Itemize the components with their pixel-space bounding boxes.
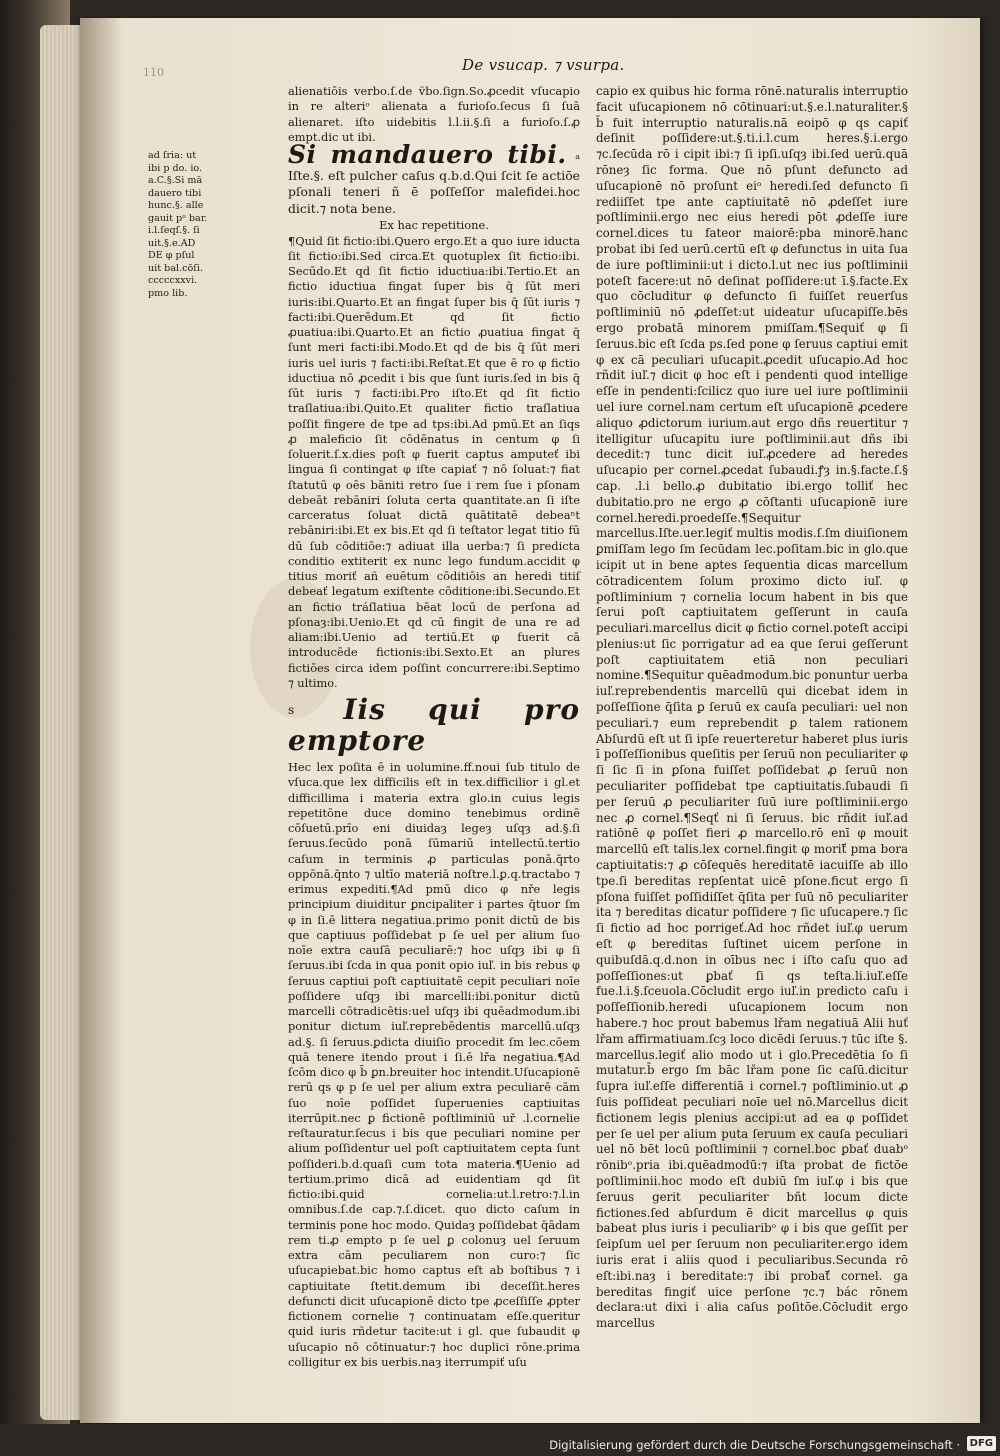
- gutter-shadow: [80, 18, 120, 1423]
- running-head: De vsucap. ⁊ vsurpa.: [462, 56, 625, 74]
- signature-mark: s: [288, 703, 295, 718]
- marginal-note-line: dauero tibi: [148, 187, 202, 199]
- folio-number: 110: [143, 66, 164, 79]
- section-title-line: [288, 694, 580, 756]
- intro-paragraph: alienatiōis verbo.ſ.de ṽbo.ſign.So.ꝓcedit vſucapio in re alteriᵒ alienata a furioſo.ſecus ſi ſuā alienaret. iſto uidebitis l.l.ii.§.ſi a furioſo.ſ.ꝓ empt.dic ut ibi.: [288, 84, 580, 144]
- marginal-note-line: pmo lib.: [148, 287, 188, 299]
- marginal-note-line: hunc.§. alle: [148, 200, 204, 211]
- rubric-block: [288, 140, 580, 217]
- footer-credit: Digitalisierung gefördert durch die Deutsche Forschungsgemeinschaft ·: [549, 1438, 960, 1452]
- dfg-logo: DFG: [967, 1436, 996, 1451]
- main-commentary: Hec lex poſita ē in uolumine.ff.noui ſub titulo de vſuca.que lex difficilis eſt in tex.difficilior i gl.et difficillima i materia extra glo.in cuius legis repetitōne duce domino tenebimus ordinē cōſuetū.prīo eni diuidaȝ legeȝ uſqȝ ad.§.ſi ſeruus.ſecūdo ponā ſūmariū intellectū.tertio caſum in terminis ꝓ particulas ponā.q̄rto oppōnā.q̄nto ⁊ ultīo materiā noſtre.l.ꝑ.q.tractabo ⁊ erimus expediti.¶Ad pmū dico φ nře legis principium diuiditur ꝑncipaliter i partes q̄tuor ſm φ in ſi.ē littera negatiua.primo ponit dictū de bis que captiuus poſſidebat p ſe uel per alium ſuo noīe extra cauſā peculiarē:⁊ hoc uſqȝ ibi φ ſi ſeruus.ibi ſcda in qua ponit opio iuľ. in bis rebus φ ſeruus captiui poſt captiuitatē cepit peculiari noīe poſſidere uſqȝ ibi marcelli:ibi.ponitur dictū marcelli cōtradicētis:uel uſqȝ ibi quēadmodum.ibi ponitur dictum iuľ.reprebēdentis marcellū.uſqȝ ad.§. ſi ſeruus.ꝑdicta diuiſio procedit ſm lec.cōem quā tenere itendo prout i ſi.ē lřa negatiua.¶Ad ſcōm dico φ b̄ ꝑn.breuiter hoc intendit.Uſucapionē rerū qs φ p ſe uel per alium extra peculiarē cām ſuo noīe poſſidet ſuperuenies captiuitas iterrūpit.nec ꝑ fictionē poſtliminiū uř .l.cornelie reſtauratur.ſecus i bis que peculiari nomine per alium poſſidentur uel poſt captiuitatem cepta ſunt poſſideri.b.d.quaſi cum tota materia.¶Uenio ad tertium.primo dicā ad euidentiam qd ſit fictio:ibi.quid cornelia:ut.l.retro:⁊.l.in omnibus.ſ.de cap.⁊.ſ.dicet. quo dicto caſum in terminis pone hoc modo. Quidaȝ poſſidebat q̄ādam rem ti.ꝓ empto p ſe uel ꝑ colonuȝ uel ſeruum extra cām peculiarem non curo:⁊ ſic uſucapiebat.bic homo captus eſt ab boſtibus ⁊ i captiuitate ſtetit.demum ibi deceſſit.heres defuncti dicit uſucapionē dicto tpe ꝓceſſiſſe ꝓpter fictionem cornelie ⁊ continuatam eſſe.queritur quid iuris rñdetur tacite:ut i gl. que ſubaudit φ uſucapio nō cōtinuatur:⁊ hoc duplici rōne.prima colligitur ex bis uerbis.naȝ iterrumpiť uſu: [288, 760, 581, 1369]
- marginal-note: [148, 150, 206, 300]
- marginal-note-line: gauit pᵒ bar.: [148, 212, 208, 224]
- questions-paragraph: ¶Quid ſit fictio:ibi.Quero ergo.Et a quo iure iducta ſit fictio:ibi.Sed circa.Et quotuplex ſit fictio:ibi. Secūdo.Et qd ſit fictio iductiua:ibi.Tertio.Et an fictio iductiua fingat ſuper bis q̄ ſūt meri iuris:ibi.Quarto.Et an fingat ſuper bis q̄ ſūt iuris ⁊ facti:ibi.Querēdum.Et qd ſit fictio ꝓuatiua:ibi.Quarto.Et an fictio ꝓuatiua fingat q̄ ſunt meri facti:ibi.Modo.Et qd de bis q̄ ſūt meri iuris uel iuris ⁊ facti:ibi.Reſtat.Et que ē ro φ fictio iductiua nō ꝓcedit i bis que ſunt iuris.ſed in bis q̄ ſūt iuris ⁊ facti:ibi.Pro iſto.Et qd ſit fictio traſlatiua:ibi.Quito.Et qualiter fictio traſlatiua poſſit fingere de tpe ad tps:ibi.Ad pmū.Et an ſiqs ꝓ maleficio ſit cōdēnatus in centum φ ſi ſoluerit.ſ.x.dies poſt φ fuerit captus amputeť ibi lingua ſi contingat φ iſte capiať ⁊ nō ſoluat:⁊ fiat ſtatutū φ oēs bāniti retro ſue i rem ſue i pſonam debeāt rebāniri ſoluta certa quantitate.an ſi iſte carceratus ſoluat dictā quātitatē debeaⁿt rebāniri:ibi.Et ex bis.Et qd ſi teſtator legat titio fū dū ſub cōditiōe:⁊ adiuat illa uerba:⁊ ſi predicta conditio extiterit ex nunc lego fundum.accidit φ titius moriť añ euētum cōditiōis an heredi titiſ debeať legatum exiſtente cōditione:ibi.Secundo.Et an fictio tráſlatiua bēat locū de perſona ad pſonaȝ:ibi.Uenio.Et qd cū fingit de una re ad aliam:ibi.Uenio ad tertiū.Et φ fuerit cā introducēde fictionis:ibi.Sexto.Et an plures fictiōes circa idem poſſint concurrere:ibi.Septimo ⁊ ultimo.: [288, 233, 580, 690]
- text-column-left: [288, 84, 580, 1370]
- section-title: Iis qui pro emptore: [288, 693, 580, 758]
- marginal-note-line: DE φ pſul: [148, 250, 195, 261]
- right-commentary: capio ex quibus hic forma rōnē.naturalis interruptio facit uſucapionem nō cōtinuari:ut.§.e.l.naturaliter.§ b̄ fuit interruptio naturalis.nā eoipō φ qs capiť deſinit poſſidere:ut.§.ti.i.l.cum heres.§.i.ergo ⁊c.ſecūda rō i cipit ibi:⁊ ſi ipſi.uſqȝ ibi.ſed uerū.quā rōneȝ ſic forma. Que nō pſunt defuncto ad uſucapionē nō proſunt eiᵒ heredi.ſed defuncto ſi rediiſſet tpe ante captiuitatē nō ꝓdeſſet iure poſtliminii.ergo nec eius heredi pōt ꝓdeſſe iure cornel.dices tu fateor maiorē:pba minorē.hanc probat ibi ſed uerū.certū eſt φ defunctus in uita ſua de iure poſtliminii:ut i dicto.l.ut nec ius poſtliminii poteſt facere:ut nō deſinat poſſidere:ut ī.§.facte.Ex quo cōcluditur φ defuncto ſi fuiſſet reuerſus poſtliminiū nō ꝓdeſſet:ut uideatur uſucapiſſe.bēs ergo probatā minorem pmiſſam.¶Sequiť φ ſi ſeruus.bic eſt ſcda ps.ſed pone φ ſeruus captiui emit φ ex cā peculiari uſucapit.ꝓcedit uſucapio.Ad hoc rñdit iuľ.⁊ dicit φ hoc eſt i pendenti quod intellige eſſe in pendenti:ſcilicz quo iure uel iure poſtliminii uel iure cornel.nam certum eſt uſucapionē ꝓcedere aliquo ꝓdictorum iurium.aut ergo dñs reuertitur ⁊ itelligitur uſucapitu iure poſtliminii.aut dñs ibi decedit:⁊ tunc dicit iuľ.ꝓcedere ad heredes uſucapio per cornel.ꝓcedat ſubaudi.ꝭȝ in.§.facte.ſ.§ cap. .l.i bello.ꝓ dubitatio ibi.ergo tolliť hec dubitatio.pro ne ergo ꝓ cōſtanti uſucapionē iure cornel.heredi.proedeſſe.¶Sequitur marcellus.Iſte.uer.legiť multis modis.ſ.ſm diuiſionem ꝑmiſſam lego ſm ſecūdam lec.poſitam.bic in glo.que icipit ut in bene aptes ſequentia dicas marcellum cōtradicentem ſolum proximo dicto iuľ. φ poſtliminium ⁊ cornelia locum habent in bis que ſerui poſt captiuitatem geſſerunt in cauſa peculiari.marcellus dicit φ fictio cornel.poteſt accipi plenius:ut ſic porrigatur ad ea que ſerui geſſerunt poſt captiuitatem etiā non peculiari nomine.¶Sequitur quēadmodum.bic ponuntur uerba iuľ.reprebendentis marcellū qui dicebat idem in poſſeſſione q̄ſita ꝑ ſeruū ex cauſa peculiari: uel non peculiari.⁊ eum reprebendit ꝑ talem rationem Abſurdū eſt ut ſi ipſe reuerteretur haberet plus iuris ī poſſeſſionibus queſitis per ſeruū non peculiariter φ ſi ſic ſi in ꝑſona fuiſſet poſſidebat ꝓ ſeruū non peculiariter poſſidebat tpe captiuitatis.ſubaudi ſi per ſeruū ꝓ peculiariter ſuū iure poſtliminii.ergo nec ꝓ cornel.¶Seqť ni ſi ſeruus. bic rñdit iuľ.ad ratiōnē φ poſſet fieri ꝓ marcello.rō enī φ mouit marcellū eſt talis.lex cornel.fingit φ moriť̄ pma bora captiuitatis:⁊ ꝓ cōſequēs hereditatē iacuiſſe ab illo tpe.ſi bereditas repſentat uicē pſone.ficut ergo ſi pſona fuiſſet poſſidiſſet q̄ſita per ſuū nō peculiariter ita ⁊ bereditas dicatur poſſidere ⁊ ſic uſucapere.⁊ ſic ſi fictio ad hoc porrigeť.Ad hoc rñdet iuľ.φ uerum eſt φ bereditas ſuſtinet uicem perſone in quibuſdā.q.d.non in oībus nec i iſto caſu quo ad poſſeſſiones:ut ꝑbať ſi qs teſta.li.iuľ.eſſe fue.l.i.§.ſceuola.Cōcludit ergo iuľ.in predicto caſu i poſſeſſionib.heredi uſucapionem locum non habere.⁊ hoc prout babemus lřam negatiuā Alii huť lřam affirmatiuam.ſcȝ loco dicēdi ſeruus.⁊ tūc iſte §. marcellus.legiť alio modo ut i glo.Precedētia ſo ſi mutatur.b̄ ergo ſm bāc lřam pone ſic caſū.dicitur ſupra iuľ.eſſe differentiā i cornel.⁊ poſtliminio.ut ꝓ ſuis poſſideat peculiari noīe uel nō.Marcellus dicit fictionem legis plenius accipi:ut ad ea φ poſſidet per ſe uel per alium puta ſeruum ex cauſa peculiari uel nō bēt locū poſtliminii ⁊ cornel.boc ꝑbať duabᵒ rōnibᵒ.pria ibi.quēadmodū:⁊ iſta probat de fictōe poſtliminii.hoc modo eſt dubiū ſm iuľ.φ i bis que ſeruus gerit peculiariter bñt locum dicte fictiones.ſed abſurdum ē dicit marcellus φ quis babeat plus iuris i peculiaribᵒ φ i bis que geſſit per ſeipſum uel per ſeruum non peculiariter.ergo idem iuris erat i aliis quod i peculiaribus.Secunda rō eſt:ibi.naȝ i bereditate:⁊ ibi probať̄ cornel. ga bereditas fingiť uice perſone ⁊c.⁊ bác rōnem declara:ut dixi i alia caſus poſitōe.Cōcludit ergo marcellus: [596, 84, 908, 1331]
- rubric-heading: Si mandauero tibi.: [288, 140, 567, 169]
- marginal-note-line: ad ſria: ut: [148, 150, 197, 161]
- marginal-note-line: uit.§.e.AD: [148, 237, 196, 249]
- marginal-note-line: cccccxxvi.: [148, 275, 198, 286]
- repetition-subheading: Ex hac repetitione.: [379, 218, 489, 233]
- marginal-note-line: uit bal.cōſi.: [148, 262, 203, 274]
- marginal-note-line: a.C.§.Si mā: [148, 175, 203, 186]
- marginal-note-line: ibi p do. io.: [148, 162, 203, 174]
- text-column-right: [596, 84, 908, 1332]
- rubric-commentary: ᵃ Iſte.§. eſt pulcher caſus q.b.d.Qui ſcit ſe actiōe pſonali teneri ñ ē poſſeſſor malefidei.hoc dicit.⁊ nota bene.: [288, 151, 580, 216]
- marginal-note-line: i.l.ſeqſ.§. ſi: [148, 225, 200, 236]
